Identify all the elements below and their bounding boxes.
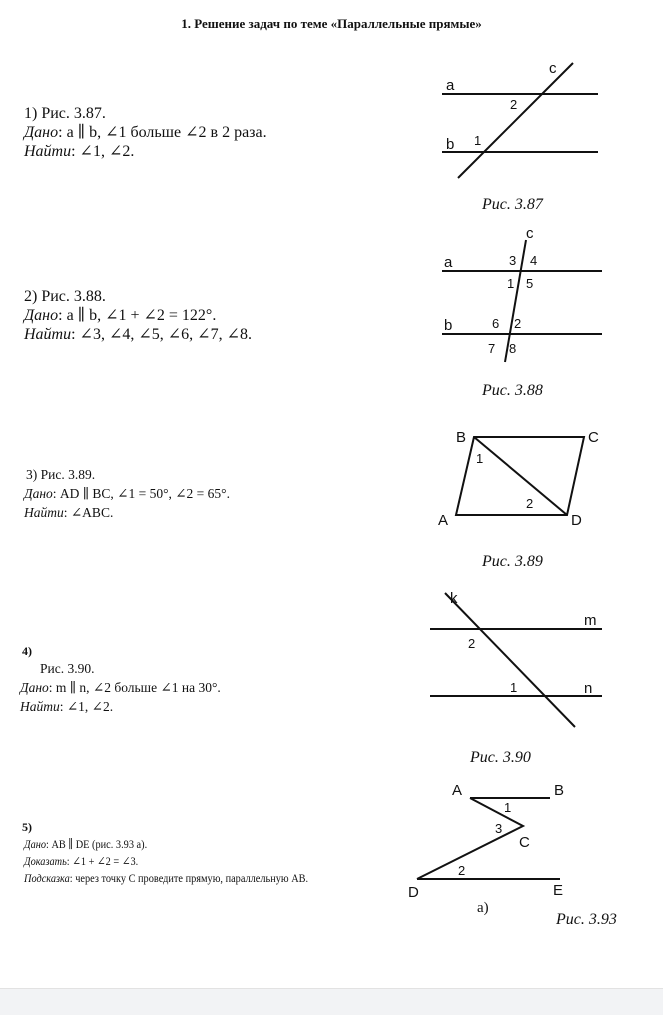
angle-6-label: 6 <box>492 316 500 331</box>
diagonal-bd <box>474 437 567 515</box>
label-c: C <box>588 429 599 446</box>
problem-5-prove: Доказать: ∠1 + ∠2 = ∠3. <box>24 854 139 868</box>
angle-8-label: 8 <box>509 341 517 356</box>
label-a: A <box>452 782 463 799</box>
figure-3-93-subcaption: а) <box>477 900 489 916</box>
problem-5-number: 5) <box>22 820 32 834</box>
caption-3-88: Рис. 3.88 <box>482 382 543 399</box>
problem-3-header: 3) Рис. 3.89. <box>26 467 96 482</box>
angle-5-label: 5 <box>526 276 534 291</box>
label-b: b <box>446 136 455 153</box>
problem-3-given: Дано: AD ∥ BC, ∠1 = 50°, ∠2 = 65°. <box>24 486 230 501</box>
figure-3-89 <box>430 422 620 534</box>
problem-1 <box>24 104 267 161</box>
angle-3-label: 3 <box>495 821 503 836</box>
caption-3-87: Рис. 3.87 <box>482 196 543 213</box>
label-b: B <box>456 429 467 446</box>
caption-3-93: Рис. 3.93 <box>556 911 617 928</box>
problem-4-header: Рис. 3.90. <box>40 661 95 676</box>
label-a: a <box>444 254 453 271</box>
angle-1-label: 1 <box>510 680 518 695</box>
label-b: B <box>554 782 565 799</box>
angle-1-label: 1 <box>507 276 515 291</box>
problem-5-given: Дано: AB ∥ DE (рис. 3.93 а). <box>24 837 148 851</box>
figure-3-87 <box>430 55 620 185</box>
angle-4-label: 4 <box>530 253 538 268</box>
angle-2-label: 2 <box>514 316 522 331</box>
label-a: a <box>446 77 455 94</box>
caption-3-89: Рис. 3.89 <box>482 553 543 570</box>
angle-1-label: 1 <box>504 800 512 815</box>
problem-2-header: 2) Рис. 3.88. <box>24 288 106 305</box>
angle-2-label: 2 <box>458 863 466 878</box>
page-title: 1. Решение задач по теме «Параллельные прямые» <box>181 16 482 31</box>
problem-1-header: 1) Рис. 3.87. <box>24 105 106 122</box>
caption-3-90: Рис. 3.90 <box>470 749 531 766</box>
angle-3-label: 3 <box>509 253 517 268</box>
angle-1-label: 1 <box>476 451 484 466</box>
problem-5-hint: Подсказка: через точку C проведите прямую, параллельную AB. <box>24 871 309 885</box>
problem-3-find: Найти: ∠ABC. <box>24 505 114 520</box>
label-b: b <box>444 317 453 334</box>
angle-7-label: 7 <box>488 341 496 356</box>
line-c <box>458 63 573 178</box>
problem-2-given: Дано: a ∥ b, ∠1 + ∠2 = 122°. <box>24 307 217 324</box>
label-e: E <box>553 882 564 899</box>
line-k <box>445 593 575 727</box>
problem-4-number: 4) <box>22 644 32 658</box>
label-c: C <box>519 834 530 851</box>
figure-3-90 <box>420 585 620 735</box>
problem-3 <box>24 465 230 522</box>
label-d: D <box>408 884 419 901</box>
label-a: A <box>438 512 449 529</box>
problem-1-given: Дано: a ∥ b, ∠1 больше ∠2 в 2 раза. <box>24 124 267 141</box>
label-n: n <box>584 680 593 697</box>
label-k: k <box>450 590 458 607</box>
angle-2-label: 2 <box>526 496 534 511</box>
problem-2 <box>24 287 252 344</box>
figure-3-88 <box>430 222 620 364</box>
problem-4-given: Дано: m ∥ n, ∠2 больше ∠1 на 30°. <box>20 680 221 695</box>
label-c: c <box>526 225 534 242</box>
problem-1-find: Найти: ∠1, ∠2. <box>24 143 135 160</box>
problem-4-find: Найти: ∠1, ∠2. <box>20 699 114 714</box>
angle-2-label: 2 <box>468 636 476 651</box>
footer-bar <box>0 988 663 1015</box>
problem-4 <box>20 659 221 716</box>
problem-2-find: Найти: ∠3, ∠4, ∠5, ∠6, ∠7, ∠8. <box>24 326 252 343</box>
figure-3-93 <box>400 778 590 906</box>
label-d: D <box>571 512 582 529</box>
label-m: m <box>584 612 597 629</box>
label-c: c <box>549 60 557 77</box>
angle-2-label: 2 <box>510 97 518 112</box>
problem-5 <box>24 836 308 887</box>
angle-1-label: 1 <box>474 133 482 148</box>
